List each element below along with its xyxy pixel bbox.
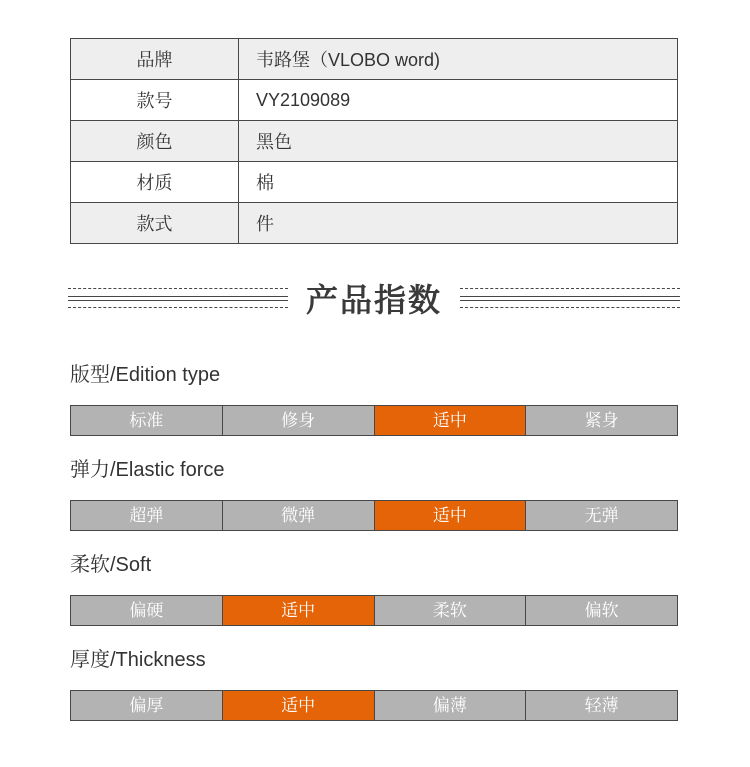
divider-line <box>68 296 288 297</box>
divider-line <box>460 300 680 301</box>
spec-value: 黑色 <box>239 121 678 162</box>
scale-option: 修身 <box>222 406 374 435</box>
spec-label: 款号 <box>71 80 239 121</box>
scale-option: 偏软 <box>525 596 677 625</box>
indicator-scale <box>70 500 678 531</box>
spec-row-material <box>71 162 678 203</box>
scale-option: 柔软 <box>374 596 526 625</box>
scale-option: 微弹 <box>222 501 374 530</box>
scale-option: 适中 <box>222 691 374 720</box>
indicator-scale <box>70 690 678 721</box>
scale-option: 适中 <box>374 406 526 435</box>
spec-value: VY2109089 <box>239 80 678 121</box>
indicator-label: 弹力/Elastic force <box>70 459 225 481</box>
indicator-section-thickness <box>70 646 678 721</box>
divider-line <box>68 307 288 308</box>
spec-label: 品牌 <box>71 39 239 80</box>
scale-option: 紧身 <box>525 406 677 435</box>
scale-option: 偏硬 <box>71 596 222 625</box>
scale-option: 标准 <box>71 406 222 435</box>
indicator-label: 版型/Edition type <box>70 364 221 386</box>
scale-option: 轻薄 <box>525 691 677 720</box>
scale-option: 偏厚 <box>71 691 222 720</box>
title-divider-right <box>460 288 680 308</box>
indicator-scale <box>70 595 678 626</box>
spec-row-color <box>71 121 678 162</box>
spec-row-brand <box>71 39 678 80</box>
title-divider-left <box>68 288 288 308</box>
spec-row-model <box>71 80 678 121</box>
section-title-row <box>68 276 680 320</box>
indicator-scale <box>70 405 678 436</box>
spec-value: 棉 <box>239 162 678 203</box>
divider-line <box>460 296 680 297</box>
indicator-section-elastic-force <box>70 456 678 531</box>
spec-row-style <box>71 203 678 244</box>
indicator-section-edition-type <box>70 361 678 436</box>
scale-option: 超弹 <box>71 501 222 530</box>
section-title: 产品指数 <box>306 282 443 318</box>
divider-line <box>68 288 288 289</box>
divider-line <box>68 300 288 301</box>
scale-option: 适中 <box>374 501 526 530</box>
scale-option: 偏薄 <box>374 691 526 720</box>
spec-label: 颜色 <box>71 121 239 162</box>
divider-line <box>460 307 680 308</box>
indicator-section-soft <box>70 551 678 626</box>
spec-value: 件 <box>239 203 678 244</box>
divider-line <box>460 288 680 289</box>
indicator-label: 厚度/Thickness <box>70 649 206 671</box>
spec-value: 韦路堡（VLOBO word) <box>239 39 678 80</box>
scale-option: 无弹 <box>525 501 677 530</box>
scale-option: 适中 <box>222 596 374 625</box>
spec-label: 材质 <box>71 162 239 203</box>
spec-label: 款式 <box>71 203 239 244</box>
indicator-label: 柔软/Soft <box>70 554 152 576</box>
product-spec-table <box>70 38 678 244</box>
